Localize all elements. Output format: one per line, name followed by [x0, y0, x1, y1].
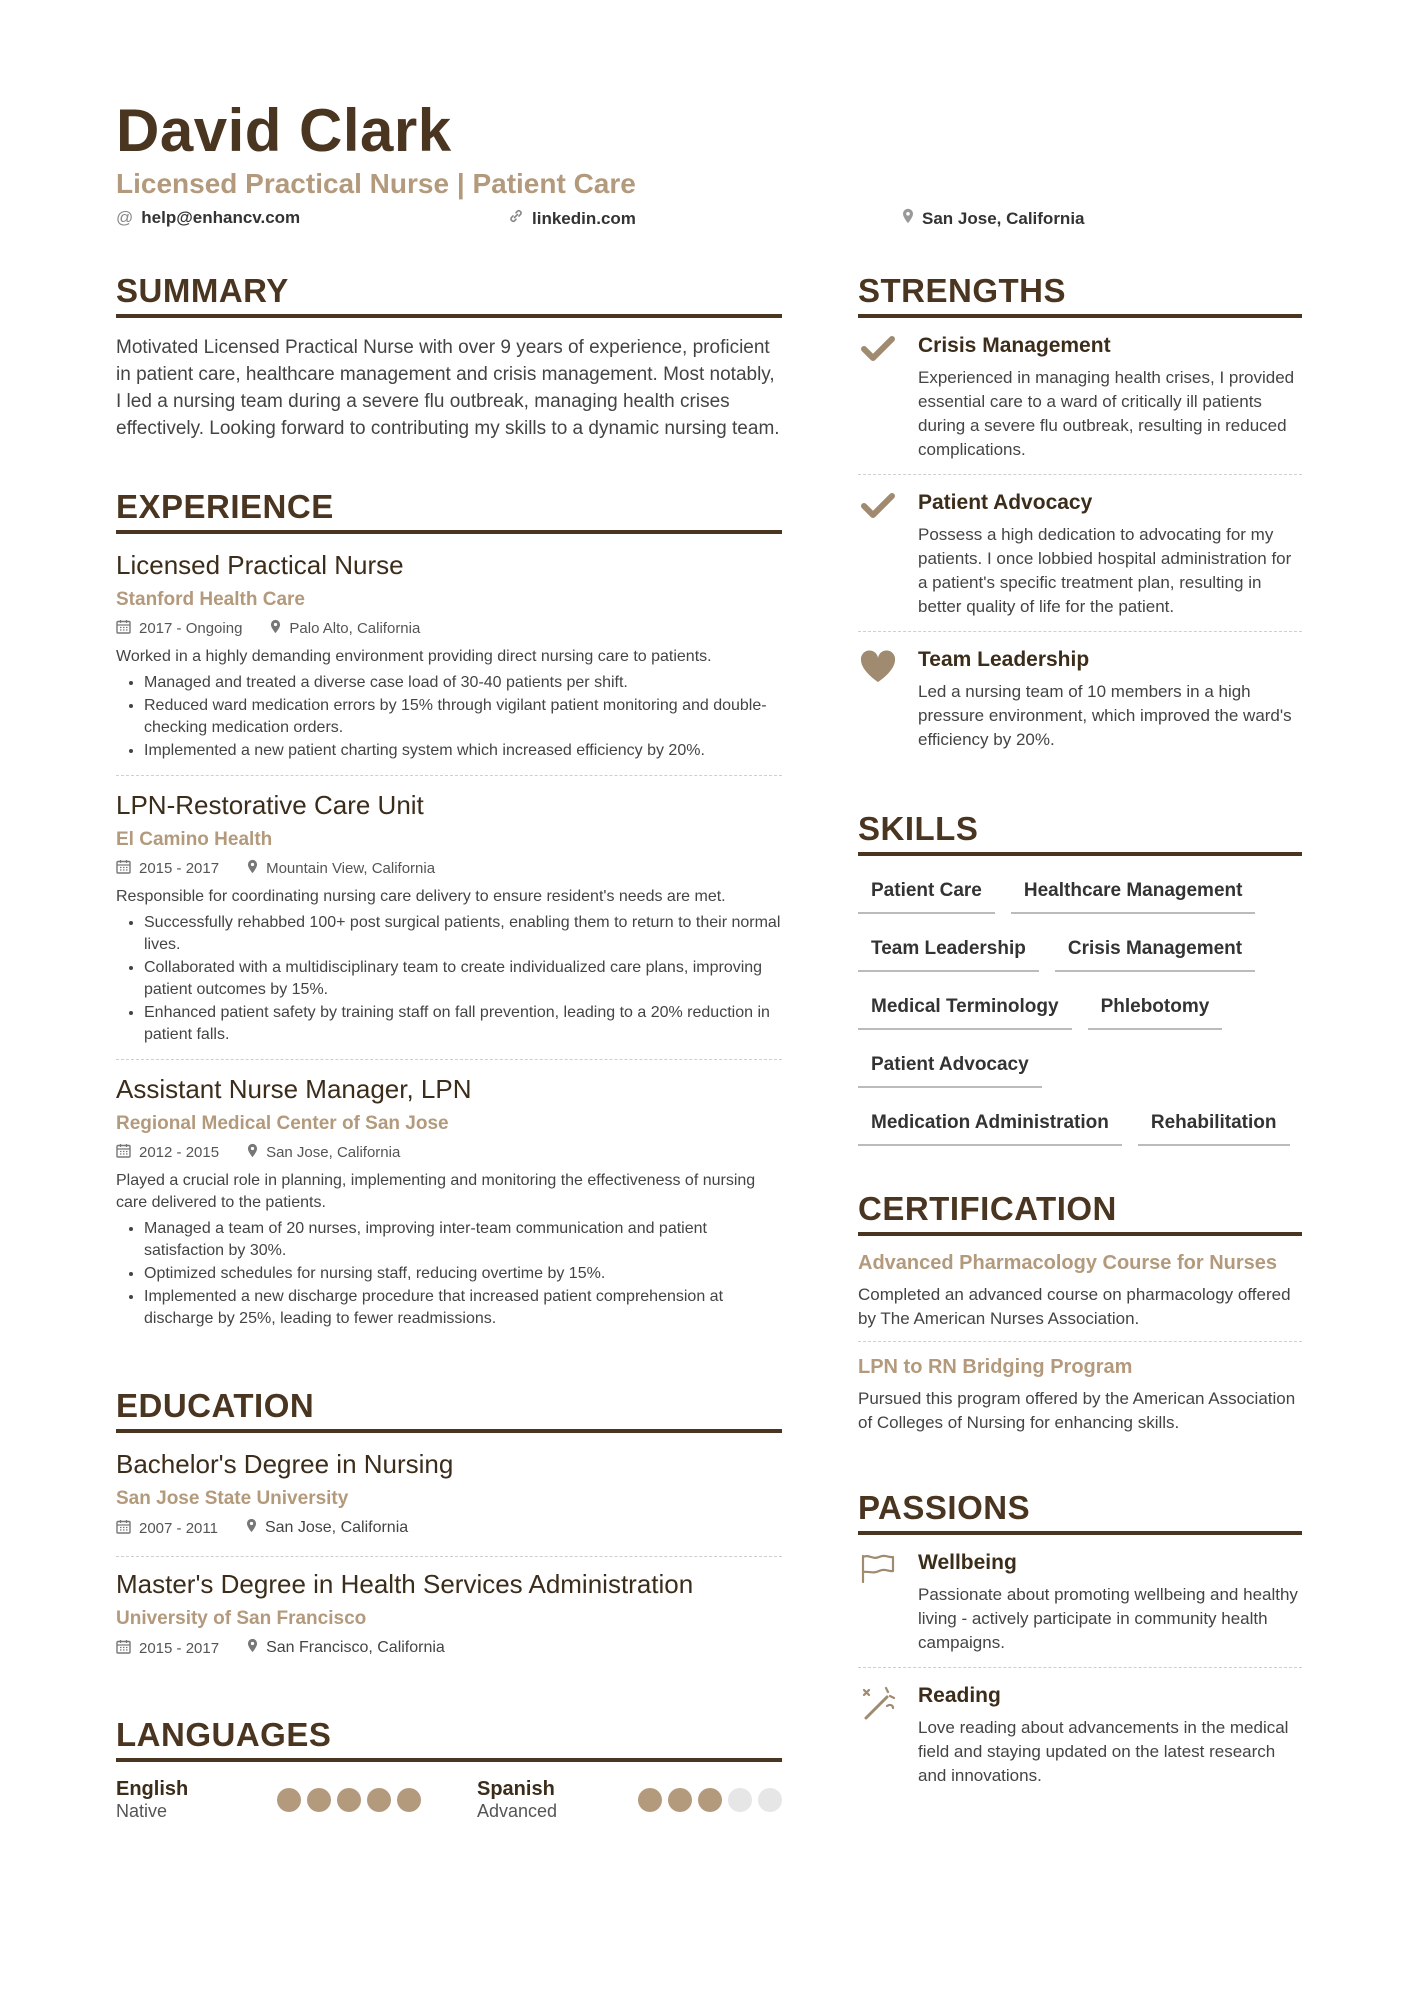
calendar-icon — [116, 1639, 131, 1658]
section-heading: EDUCATION — [116, 1387, 782, 1433]
certification-item — [858, 1356, 1302, 1445]
location-pin-icon — [902, 208, 914, 229]
section-heading: STRENGTHS — [858, 272, 1302, 318]
contact-email[interactable] — [116, 208, 300, 228]
job-location: Mountain View, California — [266, 860, 436, 877]
certification-section — [858, 1190, 1302, 1445]
strength-item — [858, 491, 1302, 632]
candidate-name: David Clark — [116, 97, 452, 164]
passion-title: Reading — [918, 1684, 1001, 1707]
section-heading: PASSIONS — [858, 1489, 1302, 1535]
education-dates: 2015 - 2017 — [139, 1639, 220, 1657]
job-description: Worked in a highly demanding environment providing direct nursing care to patients. — [116, 648, 712, 665]
skill-tag: Medication Administration — [858, 1104, 1122, 1146]
location-pin-icon — [247, 1143, 258, 1162]
language-name: Spanish — [477, 1778, 555, 1800]
heart-icon — [858, 648, 898, 752]
calendar-icon — [116, 619, 131, 638]
calendar-icon — [116, 859, 131, 878]
job-meta — [116, 1143, 782, 1162]
contact-location — [902, 208, 1085, 229]
degree-title: Master's Degree in Health Services Administration — [116, 1569, 694, 1599]
skill-tag: Patient Care — [858, 872, 995, 914]
proficiency-dot-empty — [728, 1788, 752, 1812]
job-meta — [116, 859, 782, 878]
job-bullets — [116, 672, 782, 762]
bullet-item: • Reduced ward medication errors by 15% through vigilant patient monitoring and double-checking medication orders. — [144, 695, 782, 739]
calendar-icon — [116, 1519, 131, 1538]
location-text: San Jose, California — [922, 208, 1085, 228]
skill-tag: Healthcare Management — [1011, 872, 1256, 914]
job-bullets — [116, 912, 782, 1046]
language-name: English — [116, 1778, 189, 1800]
education-section — [116, 1387, 782, 1676]
proficiency-dots — [638, 1788, 782, 1812]
bullet-item: • Managed a team of 20 nurses, improving inter-team communication and patient satisfaction by 30%. — [144, 1218, 782, 1262]
proficiency-dot-filled — [367, 1788, 391, 1812]
proficiency-dot-filled — [698, 1788, 722, 1812]
job-description: Responsible for coordinating nursing care delivery to ensure resident's needs are met. — [116, 888, 726, 905]
strength-item — [858, 334, 1302, 475]
job-bullets — [116, 1218, 782, 1330]
location-pin-icon — [246, 1518, 257, 1538]
education-meta — [116, 1518, 782, 1538]
skill-tag: Medical Terminology — [858, 988, 1072, 1030]
passion-description: Passionate about promoting wellbeing and healthy living - actively participate in community health campaigns. — [918, 1585, 1298, 1652]
job-location: Palo Alto, California — [289, 620, 421, 637]
strength-title: Patient Advocacy — [918, 491, 1093, 514]
experience-item — [116, 790, 782, 1060]
languages-section — [116, 1716, 782, 1822]
summary-section — [116, 272, 782, 442]
summary-text: Motivated Licensed Practical Nurse with over 9 years of experience, proficient in patient care, healthcare management and crisis management. Most notably, I led a nursing team during a severe flu outbreak, managing health crises effectively. Looking forward to contributing my skills to a dynamic nursing team. — [116, 337, 780, 439]
strength-title: Crisis Management — [918, 334, 1111, 357]
job-dates: 2017 - Ongoing — [139, 620, 243, 637]
bullet-item: • Enhanced patient safety by training staff on fall prevention, leading to a 20% reduction in patient falls. — [144, 1002, 782, 1046]
right-column — [858, 272, 1302, 1846]
location-pin-icon — [247, 859, 258, 878]
experience-item — [116, 550, 782, 776]
skill-tag: Team Leadership — [858, 930, 1039, 972]
bullet-item: • Optimized schedules for nursing staff, reducing overtime by 15%. — [144, 1263, 782, 1285]
skill-tag: Phlebotomy — [1088, 988, 1223, 1030]
certification-title: Advanced Pharmacology Course for Nurses — [858, 1252, 1278, 1274]
education-item — [116, 1449, 782, 1557]
flag-icon — [858, 1551, 898, 1655]
job-meta — [116, 619, 782, 638]
company-name: Stanford Health Care — [116, 589, 305, 610]
passion-item — [858, 1684, 1302, 1800]
language-level: Native — [116, 1801, 168, 1821]
skill-tag: Crisis Management — [1055, 930, 1255, 972]
job-title: LPN-Restorative Care Unit — [116, 790, 424, 820]
job-description: Played a crucial role in planning, implementing and monitoring the effectiveness of nursing care delivered to the patients. — [116, 1172, 756, 1211]
job-title: Assistant Nurse Manager, LPN — [116, 1074, 472, 1104]
certification-description: Completed an advanced course on pharmacology offered by The American Nurses Association. — [858, 1285, 1291, 1328]
language-level: Advanced — [477, 1801, 558, 1821]
left-column — [116, 272, 782, 1822]
proficiency-dot-filled — [307, 1788, 331, 1812]
link-icon — [508, 208, 524, 229]
bullet-item: • Collaborated with a multidisciplinary team to create individualized care plans, improving patient outcomes by 15%. — [144, 957, 782, 1001]
job-title: Licensed Practical Nurse — [116, 550, 404, 580]
passion-description: Love reading about advancements in the medical field and staying updated on the latest research and innovations. — [918, 1718, 1289, 1785]
strength-description: Led a nursing team of 10 members in a high pressure environment, which improved the ward's efficiency by 20%. — [918, 682, 1292, 749]
passions-section — [858, 1489, 1302, 1800]
bullet-item: • Implemented a new patient charting system which increased efficiency by 20%. — [144, 740, 782, 762]
education-meta — [116, 1638, 782, 1658]
strength-title: Team Leadership — [918, 648, 1090, 671]
bullet-item: • Implemented a new discharge procedure that increased patient comprehension at discharge by 25%, leading to fewer readmissions. — [144, 1286, 782, 1330]
magic-wand-icon — [858, 1684, 898, 1788]
location-pin-icon — [270, 619, 281, 638]
skills-list — [858, 872, 1302, 1146]
section-heading: LANGUAGES — [116, 1716, 782, 1762]
proficiency-dot-filled — [277, 1788, 301, 1812]
section-heading: SUMMARY — [116, 272, 782, 318]
education-dates: 2007 - 2011 — [139, 1519, 218, 1537]
school-name: University of San Francisco — [116, 1608, 367, 1629]
strength-item — [858, 648, 1302, 764]
experience-section — [116, 488, 782, 1343]
language-item — [116, 1778, 421, 1822]
certification-description: Pursued this program offered by the American Association of Colleges of Nursing for enhancing skills. — [858, 1389, 1296, 1432]
passion-title: Wellbeing — [918, 1551, 1017, 1574]
company-name: Regional Medical Center of San Jose — [116, 1113, 449, 1134]
linkedin-text: linkedin.com — [532, 208, 636, 228]
certification-item — [858, 1252, 1302, 1342]
email-text: help@enhancv.com — [141, 208, 301, 227]
languages-list — [116, 1778, 782, 1822]
education-item — [116, 1569, 782, 1676]
section-heading: EXPERIENCE — [116, 488, 782, 534]
strength-description: Possess a high dedication to advocating for my patients. I once lobbied hospital administration for a patient's specific treatment plan, resulting in better quality of life for the patient. — [918, 525, 1292, 616]
certification-title: LPN to RN Bridging Program — [858, 1356, 1133, 1378]
passion-item — [858, 1551, 1302, 1668]
company-name: El Camino Health — [116, 829, 273, 850]
education-location: San Jose, California — [264, 1519, 409, 1536]
bullet-item: • Successfully rehabbed 100+ post surgical patients, enabling them to return to their normal lives. — [144, 912, 782, 956]
job-dates: 2015 - 2017 — [139, 860, 220, 877]
candidate-title: Licensed Practical Nurse | Patient Care — [116, 168, 636, 199]
check-icon — [858, 491, 898, 619]
contact-linkedin[interactable] — [508, 208, 636, 229]
calendar-icon — [116, 1143, 131, 1162]
strengths-section — [858, 272, 1302, 764]
section-heading: CERTIFICATION — [858, 1190, 1302, 1236]
job-location: San Jose, California — [266, 1144, 401, 1161]
language-item — [477, 1778, 782, 1822]
check-icon — [858, 334, 898, 462]
skill-tag: Patient Advocacy — [858, 1046, 1042, 1088]
job-dates: 2012 - 2015 — [139, 1144, 220, 1161]
at-icon: @ — [116, 208, 134, 227]
degree-title: Bachelor's Degree in Nursing — [116, 1449, 454, 1479]
proficiency-dot-filled — [668, 1788, 692, 1812]
proficiency-dots — [277, 1788, 421, 1812]
proficiency-dot-filled — [337, 1788, 361, 1812]
skill-tag: Rehabilitation — [1138, 1104, 1290, 1146]
strength-description: Experienced in managing health crises, I provided essential care to a ward of critically ill patients during a severe flu outbreak, resulting in reduced complications. — [918, 368, 1295, 459]
bullet-item: • Managed and treated a diverse case load of 30-40 patients per shift. — [144, 672, 782, 694]
location-pin-icon — [247, 1638, 258, 1658]
education-location: San Francisco, California — [266, 1639, 445, 1656]
proficiency-dot-filled — [397, 1788, 421, 1812]
contact-bar — [116, 208, 1306, 234]
school-name: San Jose State University — [116, 1488, 349, 1509]
proficiency-dot-empty — [758, 1788, 782, 1812]
proficiency-dot-filled — [638, 1788, 662, 1812]
experience-item — [116, 1074, 782, 1343]
section-heading: SKILLS — [858, 810, 1302, 856]
skills-section — [858, 810, 1302, 1146]
